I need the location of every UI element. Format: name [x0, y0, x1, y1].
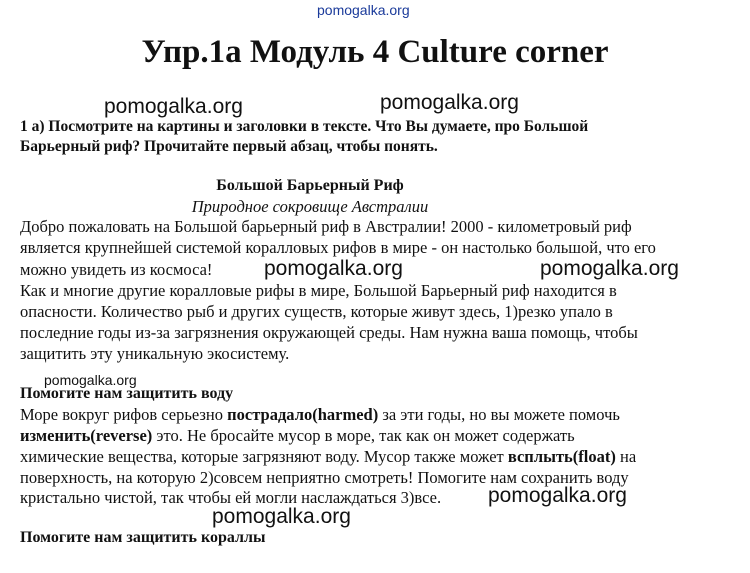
paragraph-line: поверхность, на которую 2)совсем неприятно смотреть! Помогите нам сохранить воду [20, 468, 629, 487]
question-line: 1 а) Посмотрите на картины и заголовки в тексте. Что Вы думаете, про Большой [20, 118, 589, 135]
watermark: pomogalka.org [212, 505, 351, 528]
article-heading: Большой Барьерный Риф [216, 177, 404, 194]
watermark: pomogalka.org [264, 257, 403, 280]
section-heading-corals: Помогите нам защитить кораллы [20, 529, 266, 546]
paragraph-line: Как и многие другие коралловые рифы в мире, Большой Барьерный риф находится в [20, 281, 617, 300]
paragraph-line: является крупнейшей системой коралловых рифов в мире - он настолько большой, что его [20, 238, 656, 257]
article-subheading: Природное сокровище Австралии [191, 197, 429, 216]
paragraph-line: химические вещества, которые загрязняют воду. Мусор также может всплыть(float) на [20, 447, 637, 466]
paragraph-line: можно увидеть из космоса! [20, 260, 213, 279]
watermark: pomogalka.org [44, 372, 137, 388]
paragraph-line: опасности. Количество рыб и других существ, которые живут здесь, 1)резко упало в [20, 302, 613, 321]
paragraph-line: защитить эту уникальную экосистему. [20, 344, 290, 363]
watermark: pomogalka.org [104, 95, 243, 118]
paragraph-line: Добро пожаловать на Большой барьерный риф в Австралии! 2000 - километровый риф [20, 217, 632, 236]
watermark: pomogalka.org [380, 91, 519, 114]
watermark: pomogalka.org [540, 257, 679, 280]
paragraph-line: изменить(reverse) это. Не бросайте мусор в море, так как он может содержать [20, 426, 575, 445]
watermark-top: pomogalka.org [317, 2, 410, 18]
section-heading-water: Помогите нам защитить воду [20, 385, 234, 402]
paragraph-line: кристально чистой, так чтобы ей могли наслаждаться 3)все. [20, 488, 442, 507]
paragraph-line: последние годы из-за загрязнения окружающей среды. Нам нужна ваша помощь, чтобы [20, 323, 638, 342]
watermark: pomogalka.org [488, 484, 627, 507]
paragraph-line: Море вокруг рифов серьезно пострадало(harmed) за эти годы, но вы можете помочь [20, 405, 620, 424]
question-line: Барьерный риф? Прочитайте первый абзац, чтобы понять. [20, 138, 438, 155]
page-title: Упр.1а Модуль 4 Culture corner [141, 34, 609, 70]
